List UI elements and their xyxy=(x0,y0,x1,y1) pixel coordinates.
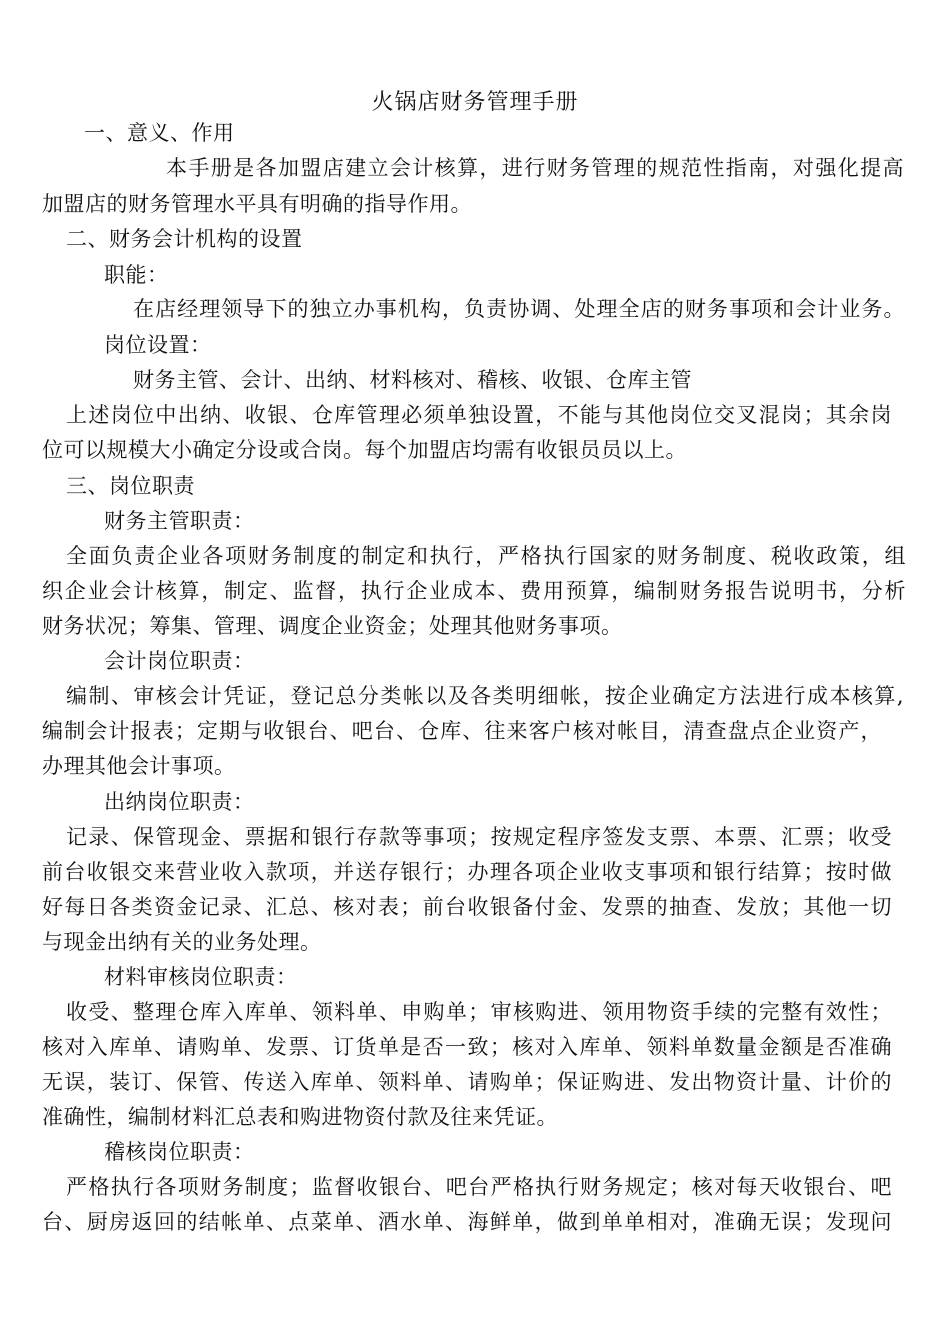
duty-line: 核对入库单、请购单、发票、订货单是否一致；核对入库单、领料单数量金额是否准确 xyxy=(42,1035,892,1059)
section-heading-purpose: 一、意义、作用 xyxy=(84,121,235,145)
function-label: 职能： xyxy=(104,263,169,287)
duty-label: 会计岗位职责： xyxy=(104,649,255,673)
paragraph-line: 本手册是各加盟店建立会计核算，进行财务管理的规范性指南，对强化提高 xyxy=(166,156,904,180)
duty-line: 收受、整理仓库入库单、领料单、申购单；审核购进、领用物资手续的完整有效性； xyxy=(66,1000,892,1024)
duty-line: 与现金出纳有关的业务处理。 xyxy=(42,930,322,954)
duty-label: 财务主管职责： xyxy=(104,509,255,533)
duty-label: 出纳岗位职责： xyxy=(104,790,255,814)
duty-line: 编制会计报表；定期与收银台、吧台、仓库、往来客户核对帐目，清查盘点企业资产， xyxy=(42,719,882,743)
duty-line: 全面负责企业各项财务制度的制定和执行，严格执行国家的财务制度、税收政策，组 xyxy=(66,544,906,568)
section-heading-duties: 三、岗位职责 xyxy=(66,474,195,498)
section-heading-organization: 二、财务会计机构的设置 xyxy=(66,227,303,251)
paragraph-line: 加盟店的财务管理水平具有明确的指导作用。 xyxy=(42,192,472,216)
duty-line: 编制、审核会计凭证，登记总分类帐以及各类明细帐，按企业确定方法进行成本核算, xyxy=(66,684,904,708)
duty-line: 办理其他会计事项。 xyxy=(42,754,236,778)
duty-line: 台、厨房返回的结帐单、点菜单、酒水单、海鲜单，做到单单相对，准确无误；发现问 xyxy=(42,1210,892,1234)
duty-line: 无误，装订、保管、传送入库单、领料单、请购单；保证购进、发出物资计量、计价的 xyxy=(42,1070,892,1094)
duty-line: 准确性，编制材料汇总表和购进物资付款及往来凭证。 xyxy=(42,1105,558,1129)
note-line: 上述岗位中出纳、收银、仓库管理必须单独设置，不能与其他岗位交叉混岗；其余岗 xyxy=(66,403,892,427)
duty-line: 记录、保管现金、票据和银行存款等事项；按规定程序签发支票、本票、汇票；收受 xyxy=(66,825,892,849)
positions-label: 岗位设置： xyxy=(104,333,212,357)
duty-line: 前台收银交来营业收入款项，并送存银行；办理各项企业收支事项和银行结算；按时做 xyxy=(42,860,892,884)
document-title: 火锅店财务管理手册 xyxy=(371,90,579,115)
function-text: 在店经理领导下的独立办事机构，负责协调、处理全店的财务事项和会计业务。 xyxy=(133,297,905,321)
duty-line: 严格执行各项财务制度；监督收银台、吧台严格执行财务规定；核对每天收银台、吧 xyxy=(66,1175,892,1199)
duty-label: 材料审核岗位职责： xyxy=(104,965,298,989)
duty-line: 好每日各类资金记录、汇总、核对表；前台收银备付金、发票的抽查、发放；其他一切 xyxy=(42,895,892,919)
positions-text: 财务主管、会计、出纳、材料核对、稽核、收银、仓库主管 xyxy=(133,368,692,392)
duty-line: 织企业会计核算，制定、监督，执行企业成本、费用预算，编制财务报告说明书，分析 xyxy=(42,579,906,603)
duty-label: 稽核岗位职责： xyxy=(104,1140,255,1164)
duty-line: 财务状况；筹集、管理、调度企业资金；处理其他财务事项。 xyxy=(42,614,623,638)
note-line: 位可以规模大小确定分设或合岗。每个加盟店均需有收银员员以上。 xyxy=(42,438,687,462)
